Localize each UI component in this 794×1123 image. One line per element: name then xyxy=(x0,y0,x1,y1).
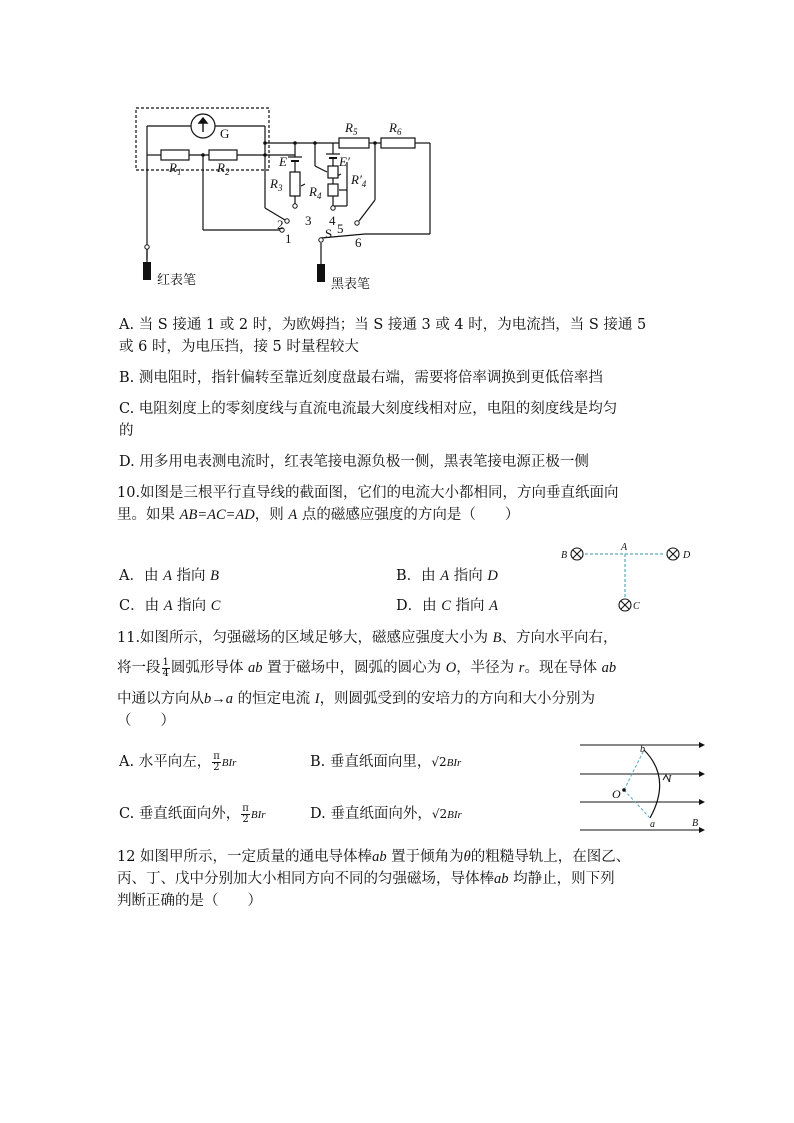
fig-label-c: C xyxy=(633,601,640,612)
wire-c-cross-icon xyxy=(619,599,631,611)
label-r1: $R_1$ xyxy=(169,160,182,177)
resistor-r2 xyxy=(209,150,237,160)
terminal-2-label: 2 xyxy=(277,217,284,232)
q11-arc-figure xyxy=(578,738,710,834)
q12-stem-line2: 丙、丁、戊中分别加大小相同方向不同的匀强磁场，导体棒ab 均静止，则下列 xyxy=(117,871,615,887)
black-probe-label: 黑表笔 xyxy=(331,276,371,291)
resistor-r5 xyxy=(339,138,369,148)
terminal-1-label: 1 xyxy=(285,231,292,246)
arc-label-field-b: B xyxy=(692,818,699,829)
q9-option-a-line2: 或 6 时，为电压挡，接 5 时量程较大 xyxy=(119,339,359,355)
q11-stem-line3: 中通以方向从b→a 的恒定电流 I，则圆弧受到的安培力的方向和大小分别为 xyxy=(117,691,596,707)
fig-label-b: B xyxy=(561,550,568,561)
q10-stem-line2: 里。如果 AB=AC=AD，则 A 点的磁感应强度的方向是（ ） xyxy=(117,507,520,523)
label-r3: $R_3$ xyxy=(270,176,283,193)
q9-option-a-line1: A. 当 S 接通 1 或 2 时，为欧姆挡；当 S 接通 3 或 4 时，为电流挡，当 S 接通 5 xyxy=(119,317,647,333)
multimeter-circuit-diagram xyxy=(125,100,445,300)
wire-d-cross-icon xyxy=(667,548,679,560)
terminal-5-label: 5 xyxy=(337,221,344,236)
q11-stem-line4: （ ） xyxy=(117,713,175,729)
label-r2: $R_2$ xyxy=(217,160,230,177)
q11-stem-line1: 11.如图所示，匀强磁场的区域足够大，磁感应强度大小为 B、方向水平向右， xyxy=(117,630,618,646)
red-probe-label: 红表笔 xyxy=(157,272,197,287)
resistor-r4 xyxy=(328,166,338,178)
q10-wire-figure xyxy=(555,538,705,618)
label-g: G xyxy=(220,126,230,141)
switch-s-label: S xyxy=(325,226,333,241)
label-r4-prime: $R'_4$ xyxy=(351,172,367,189)
label-e-prime: E′ xyxy=(339,154,350,169)
q11-option-b: B. 垂直纸面向里，√2BIr xyxy=(310,754,462,770)
label-r5: $R_5$ xyxy=(345,120,358,137)
q9-option-c-line1: C. 电阻刻度上的零刻度线与直流电流最大刻度线相对应，电阻的刻度线是均匀 xyxy=(119,401,618,417)
q11-stem-line2: 将一段 $\frac{1}{4}$ 圆弧形导体 ab 置于磁场中，圆弧的圆心为 O，半径为 r。现在导体 ab xyxy=(117,656,617,679)
q10-option-b: B．由 A 指向 D xyxy=(396,568,498,584)
q10-option-c: C．由 A 指向 C xyxy=(119,598,221,614)
red-probe-icon xyxy=(143,249,151,280)
q9-option-b: B. 测电阻时，指针偏转至靠近刻度盘最右端，需要将倍率调换到更低倍率挡 xyxy=(119,370,603,386)
black-probe-icon xyxy=(317,264,325,282)
label-e: E xyxy=(279,154,287,169)
arc-label-o: O xyxy=(612,787,621,801)
resistor-r3 xyxy=(290,172,300,196)
fig-label-a: A xyxy=(621,542,628,553)
resistor-r4-prime xyxy=(328,184,338,196)
resistor-r6 xyxy=(381,138,415,148)
q10-option-a: A．由 A 指向 B xyxy=(119,568,220,584)
wire-b-cross-icon xyxy=(571,548,583,560)
q10-stem-line1: 10.如图是三根平行直导线的截面图，它们的电流大小都相同，方向垂直纸面向 xyxy=(117,485,619,501)
q9-option-d: D. 用多用电表测电流时，红表笔接电源负极一侧，黑表笔接电源正极一侧 xyxy=(119,454,589,470)
terminal-6-label: 6 xyxy=(355,235,362,250)
arc-label-current: I xyxy=(668,774,672,785)
resistor-r1 xyxy=(161,150,189,160)
fig-label-d: D xyxy=(683,550,691,561)
q9-option-c-line2: 的 xyxy=(119,423,134,439)
label-r4: $R_4$ xyxy=(309,184,322,201)
arc-label-a: a xyxy=(650,819,655,830)
q11-option-c: C. 垂直纸面向外， $\frac{\pi}{2}$ BIr xyxy=(119,802,266,825)
terminal-3-label: 3 xyxy=(305,213,312,228)
fraction-quarter: $\frac{1}{4}$ xyxy=(162,656,169,679)
q11-option-d: D. 垂直纸面向外，√2BIr xyxy=(310,806,462,822)
q12-stem-line1: 12 如图甲所示，一定质量的通电导体棒ab 置于倾角为θ的粗糙导轨上，在图乙、 xyxy=(117,849,631,865)
q12-stem-line3: 判断正确的是（ ） xyxy=(117,893,262,909)
label-r6: $R_6$ xyxy=(389,120,402,137)
terminal-4-label: 4 xyxy=(329,213,336,228)
q11-option-a: A. 水平向左， $\frac{\pi}{2}$ BIr xyxy=(119,750,237,773)
q10-option-d: D．由 C 指向 A xyxy=(396,598,498,614)
arc-label-b: b xyxy=(640,744,645,755)
